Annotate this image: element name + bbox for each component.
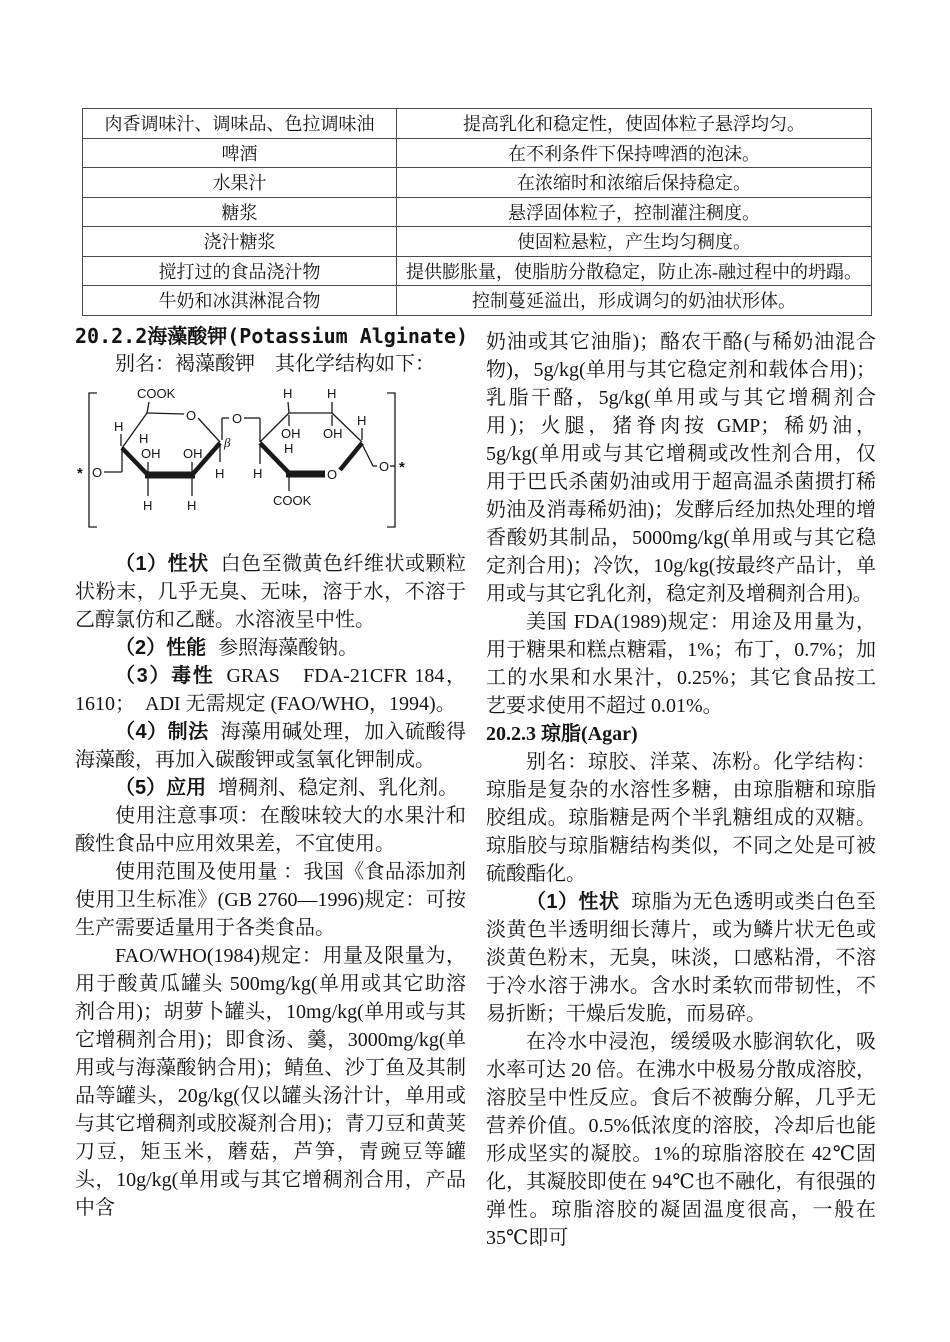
function-cell: 在浓缩时和浓缩后保持稳定。 [397, 168, 872, 198]
paragraph-text: 白色至微黄色纤维状或颗粒状粉末，几乎无臭、无味，溶于水，不溶于乙醇氯仿和乙醚。水溶液呈中性。 [75, 553, 467, 631]
paragraph-performance [75, 634, 466, 662]
paragraph-usage-note [75, 802, 466, 858]
polymer-end-star: * [77, 465, 83, 482]
h-atom: H [114, 419, 124, 434]
h-atom: H [284, 441, 294, 456]
left-column [75, 322, 469, 1222]
paragraph-agar-soaking [486, 1028, 876, 1252]
section-heading-potassium-alginate: 20.2.2海藻酸钾(Potassium Alginate) [75, 324, 469, 348]
paragraph-fao-who-continued [486, 328, 876, 608]
paragraph-text: 海藻用碱处理，加入硫酸得海藻酸，再加入碳酸钾或氢氧化钾制成。 [75, 721, 467, 771]
h-atom: H [283, 386, 293, 401]
section-heading-agar: 20.2.3 琼脂(Agar) [486, 723, 638, 745]
use-cell: 浇汁糖浆 [83, 227, 397, 257]
paragraph-us-fda [486, 608, 876, 720]
h-atom: H [327, 386, 337, 401]
ring-oxygen: O [327, 467, 338, 482]
paragraph-text: GRAS FDA-21CFR 184，1610； ADI 无需规定 (FAO/WHO，1994)。 [75, 665, 466, 715]
table-row [83, 286, 872, 316]
h-atom: H [253, 466, 263, 481]
alias-line: 别名：褐藻酸钾 其化学结构如下： [115, 353, 435, 375]
cook-group: COOK [273, 493, 312, 508]
chain-oxygen: O [92, 465, 103, 480]
polymer-end-star: * [399, 459, 405, 476]
paragraph-text: 在冷水中浸泡，缓缓吸水膨润软化，吸水率可达 20 倍。在沸水中极易分散成溶胶，溶胶呈中性反应。食后不被酶分解，几乎无营养价值。0.5%低浓度的溶胶，冷却后也能形成坚实的凝胶。1%的琼脂溶胶在 42℃固化，其凝胶即使在 94℃也不融化，有很强的弹性。琼脂溶胶的凝固温度很高，一般在 35℃即可 [486, 1031, 876, 1249]
right-column [486, 322, 876, 1252]
table-row [83, 168, 872, 198]
function-cell: 控制蔓延溢出，形成调匀的奶油状形体。 [397, 286, 872, 316]
paragraph-text: 别名：琼胶、洋菜、冻粉。化学结构：琼脂是复杂的水溶性多糖，由琼脂糖和琼脂胶组成。琼脂糖是两个半乳糖组成的双糖。琼脂胶与琼脂糖结构类似，不同之处是可被硫酸酯化。 [486, 751, 876, 885]
paragraph-text: 美国 FDA(1989)规定：用途及用量为，用于糖果和糕点糖霜，1%；布丁，0.7%；加工的水果和水果汁，0.25%；其它食品按工艺要求使用不超过 0.01%。 [486, 611, 876, 717]
paragraph-preparation [75, 718, 466, 774]
paragraph-agar-alias [486, 748, 876, 888]
oh-group: OH [141, 446, 161, 461]
paragraph-label: （4）制法 [115, 721, 209, 743]
use-cell: 啤酒 [83, 138, 397, 168]
oh-group: OH [183, 446, 203, 461]
use-cell: 糖浆 [83, 197, 397, 227]
function-cell: 使固粒悬粒，产生均匀稠度。 [397, 227, 872, 257]
oh-group: OH [281, 426, 301, 441]
paragraph-fao-who [75, 942, 466, 1222]
use-cell: 水果汁 [83, 168, 397, 198]
paragraph-label: （2）性能 [115, 637, 207, 659]
table-row [83, 197, 872, 227]
chemical-structure-diagram [77, 386, 409, 536]
paragraph-application [75, 774, 466, 802]
paragraph-text: 参照海藻酸钠。 [218, 637, 359, 659]
h-atom: H [187, 498, 197, 513]
left-bracket [89, 393, 97, 527]
function-cell: 悬浮固体粒子，控制灌注稠度。 [397, 197, 872, 227]
table-row [83, 256, 872, 286]
paragraph-text: FAO/WHO(1984)规定：用量及限量为，用于酸黄瓜罐头 500mg/kg(单用或其它助溶剂合用)；胡萝卜罐头，10mg/kg(单用或与其它增稠剂合用)；即食汤、羹，3000mg/kg(单用或与海藻酸钠合用)；鲭鱼、沙丁鱼及其制品等罐头，20g/kg(仅以罐头汤汁计，单用或与其它增稠剂或胶凝剂合用)；青刀豆和黄荚刀豆，矩玉米，蘑菇，芦笋，青豌豆等罐头，10g/kg(单用或与其它增稠剂合用，产品中含 [75, 945, 466, 1219]
paragraph-text: 使用范围及使用量 ：我国《食品添加剂使用卫生标准》(GB 2760—1996)规定：可按生产需要适量用于各类食品。 [75, 861, 466, 939]
bridge-oxygen: O [232, 411, 243, 426]
use-cell: 牛奶和冰淇淋混合物 [83, 286, 397, 316]
chain-oxygen: O [379, 459, 390, 474]
use-cell: 搅打过的食品浇汁物 [83, 256, 397, 286]
h-atom: H [357, 413, 367, 428]
table-row [83, 109, 872, 139]
ring-oxygen: O [186, 408, 197, 423]
paragraph-text: 增稠剂、稳定剂、乳化剂。 [218, 777, 459, 799]
paragraph-label: （1）性状 [115, 553, 209, 575]
paragraph-label: （5）应用 [115, 777, 207, 799]
paragraph-label: （1）性状 [526, 891, 620, 913]
beta-label: β [224, 435, 231, 450]
paragraph-text: 奶油或其它油脂)；酪农干酪(与稀奶油混合物)，5g/kg(单用与其它稳定剂和载体合用)；乳脂干酪，5g/kg(单用或与其它增稠剂合用)；火腿，猪脊肉按 GMP；稀奶油，5g/kg(单用或与其它增稠或改性剂合用，仅用于巴氏杀菌奶油或用于超高温杀菌掼打稀奶油及消毒稀奶油)；发酵后经加热处理的增香酸奶其制品，5000mg/kg(单用或与其它稳定剂合用)；冷饮，10g/kg(按最终产品计，单用或与其它乳化剂，稳定剂及增稠剂合用)。 [486, 331, 876, 605]
paragraph-label: （3）毒性 [115, 665, 215, 687]
function-cell: 在不利条件下保持啤酒的泡沫。 [397, 138, 872, 168]
cook-group: COOK [137, 386, 176, 401]
paragraph-properties [75, 550, 466, 634]
h-atom: H [143, 498, 153, 513]
table-row [83, 227, 872, 257]
paragraph-text: 使用注意事项：在酸味较大的水果汁和酸性食品中应用效果差，不宜使用。 [75, 805, 466, 855]
oh-group: OH [323, 426, 343, 441]
use-cell: 肉香调味汁、调味品、色拉调味油 [83, 109, 397, 139]
function-cell: 提供膨胀量，使脂肪分散稳定，防止冻-融过程中的坍蹋。 [397, 256, 872, 286]
h-atom: H [139, 431, 149, 446]
paragraph-agar-properties [486, 888, 876, 1028]
h-atom: H [215, 466, 225, 481]
paragraph-text: 琼脂为无色透明或类白色至淡黄色半透明细长薄片，或为鳞片状无色或淡黄色粉末，无臭，味淡，口感粘滑，不溶于冷水溶于沸水。含水时柔软而带韧性，不易折断；干燥后发脆，而易碎。 [486, 891, 877, 1025]
applications-table [82, 108, 872, 316]
function-cell: 提高乳化和稳定性，使固体粒子悬浮均匀。 [397, 109, 872, 139]
paragraph-usage-range [75, 858, 466, 942]
paragraph-toxicity [75, 662, 466, 718]
table-row [83, 138, 872, 168]
